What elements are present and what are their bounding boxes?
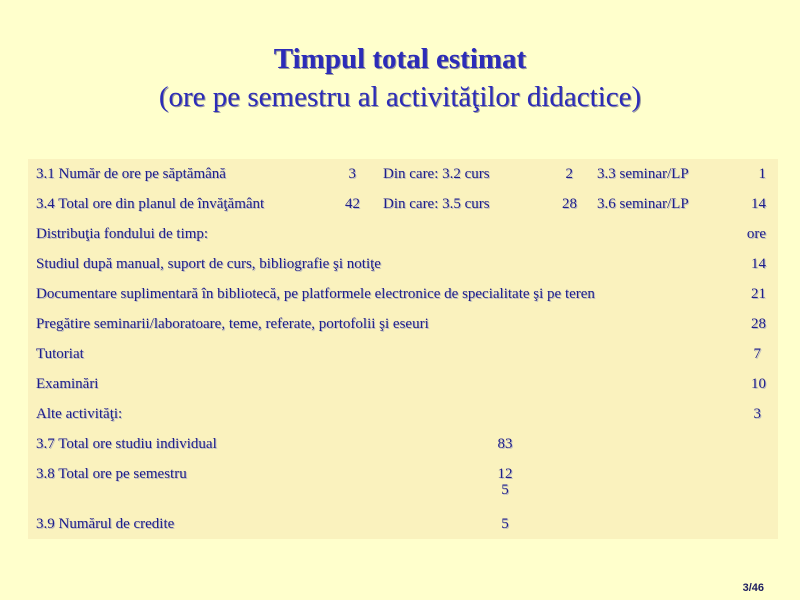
row-label: Tutoriat (36, 346, 84, 362)
seminar-value: 14 (751, 196, 766, 212)
row-value: 83 (497, 436, 513, 452)
slide-title (0, 40, 800, 116)
row-label: 3.4 Total ore din planul de învăţământ (36, 196, 265, 212)
title-line-1: Timpul total estimat (273, 43, 527, 75)
seminar-label: 3.3 seminar/LP (597, 166, 689, 182)
row-value: 42 (345, 196, 360, 212)
row-label: 3.1 Număr de ore pe săptămână (36, 166, 226, 182)
time-estimate-table (28, 159, 778, 539)
table-row-credits (28, 509, 778, 539)
row-value: 28 (751, 316, 766, 332)
table-row-activity (28, 399, 778, 429)
table-row-activity (28, 369, 778, 399)
unit-label: ore (746, 226, 766, 242)
row-value: 21 (751, 286, 766, 302)
course-label: Din care: 3.2 curs (383, 166, 490, 182)
course-label: Din care: 3.5 curs (383, 196, 490, 212)
row-label: Distribuţia fondului de timp: (36, 226, 209, 242)
row-value: 14 (751, 256, 766, 272)
row-label: Alte activităţi: (36, 406, 123, 422)
table-row-hours-per-week (28, 159, 778, 189)
table-row-total-individual (28, 429, 778, 459)
table-row-total-semester (28, 459, 778, 509)
table-row-activity (28, 339, 778, 369)
course-value: 2 (565, 166, 573, 182)
table-row-activity (28, 249, 778, 279)
table-row-activity (28, 309, 778, 339)
row-label: Pregătire seminarii/laboratoare, teme, referate, portofolii şi eseuri (36, 316, 429, 332)
table-row-distribution-header (28, 219, 778, 249)
row-label: 3.7 Total ore studiu individual (36, 436, 217, 452)
course-value: 28 (562, 196, 577, 212)
title-line-2: (ore pe semestru al activităţilor didactice) (158, 81, 642, 113)
row-label: Examinări (36, 376, 99, 392)
row-value: 10 (751, 376, 766, 392)
row-label: 3.8 Total ore pe semestru (36, 466, 187, 482)
row-value: 3 (348, 166, 356, 182)
seminar-label: 3.6 seminar/LP (597, 196, 689, 212)
row-value: 5 (501, 516, 509, 532)
table-row-activity (28, 279, 778, 309)
row-label: Documentare suplimentară în bibliotecă, pe platformele electronice de specialitate şi pe teren (36, 286, 595, 302)
row-label: 3.9 Numărul de credite (36, 516, 175, 532)
row-label: Studiul după manual, suport de curs, bibliografie şi notiţe (36, 256, 381, 272)
row-value-line-1: 12 (497, 466, 513, 482)
page-number: 3/46 (742, 582, 764, 594)
row-value-line-2: 5 (501, 482, 509, 498)
row-value: 3 (753, 406, 761, 422)
table-row-total-curriculum (28, 189, 778, 219)
seminar-value: 1 (758, 166, 766, 182)
row-value: 7 (753, 346, 761, 362)
